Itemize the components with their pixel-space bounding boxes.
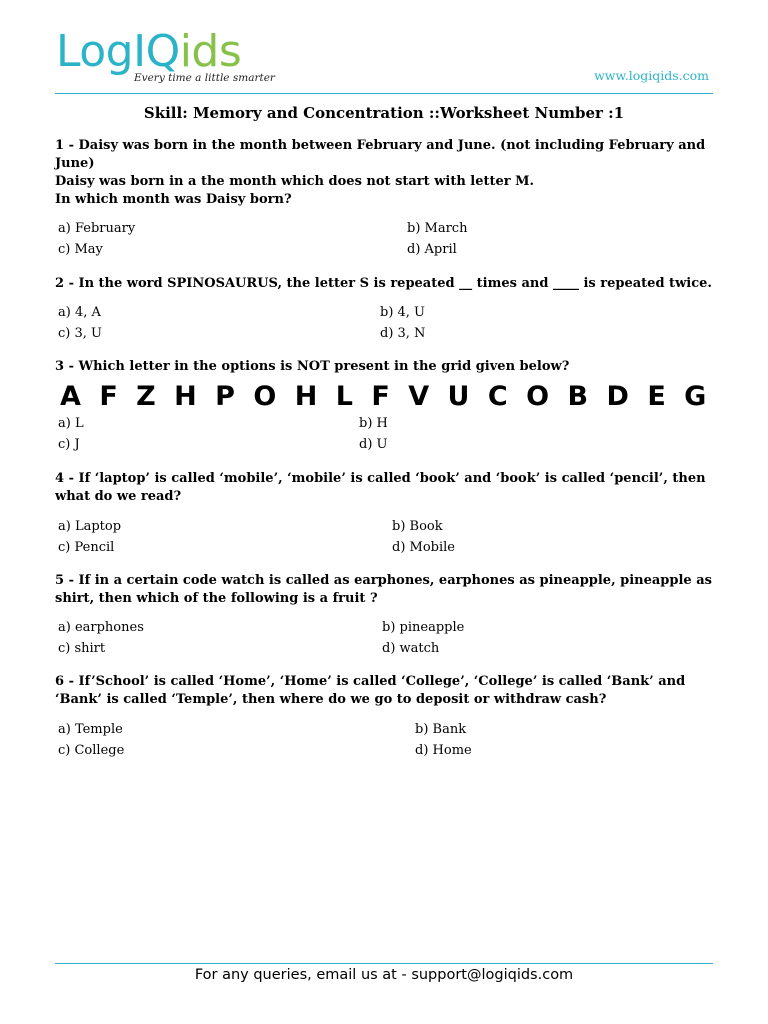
grid-letter: E xyxy=(647,381,669,412)
question-text: 2 - In the word SPINOSAURUS, the letter S is repeated __ times and ____ is repeated twice. xyxy=(55,276,712,291)
question-text: 4 - If ‘laptop’ is called ‘mobile’, ‘mobile’ is called ‘book’ and ‘book’ is called ‘pencil’, then xyxy=(55,471,706,486)
question-text: shirt, then which of the following is a fruit ? xyxy=(55,591,378,606)
question-text: 1 - Daisy was born in the month between February and June. (not including February and xyxy=(55,138,706,153)
question-2-options xyxy=(58,302,728,344)
logiqids-logo xyxy=(56,26,296,90)
grid-letter: O xyxy=(526,381,553,412)
question-4 xyxy=(55,470,713,506)
option-d: d) U xyxy=(359,437,388,452)
option-a: a) 4, A xyxy=(58,305,101,320)
logo-wordmark: LogIQids xyxy=(56,26,242,77)
question-text: 6 - If’School’ is called ‘Home’, ‘Home’ is called ‘College’, ‘College’ is called ‘Bank’ and xyxy=(55,674,686,689)
grid-letter: U xyxy=(447,381,473,412)
letter-grid xyxy=(60,381,712,412)
grid-letter: F xyxy=(371,381,393,412)
question-6-options xyxy=(58,719,728,761)
option-c: c) May xyxy=(58,242,103,257)
option-a: a) February xyxy=(58,221,136,236)
option-d: d) 3, N xyxy=(380,326,426,341)
option-a: a) L xyxy=(58,416,84,431)
site-url-link[interactable]: www.logiqids.com xyxy=(594,68,709,83)
grid-letter: P xyxy=(215,381,238,412)
option-c: c) shirt xyxy=(58,641,106,656)
option-b: b) Book xyxy=(392,519,443,534)
logo-tagline: Every time a little smarter xyxy=(134,72,275,84)
option-a: a) earphones xyxy=(58,620,144,635)
option-b: b) Bank xyxy=(415,722,467,737)
grid-letter: H xyxy=(174,381,200,412)
grid-letter: B xyxy=(567,381,592,412)
option-b: b) H xyxy=(359,416,388,431)
option-c: c) J xyxy=(58,437,80,452)
question-text: what do we read? xyxy=(55,489,182,504)
question-text: Daisy was born in a the month which does not start with letter M. xyxy=(55,174,535,189)
grid-letter: G xyxy=(684,381,710,412)
question-text: In which month was Daisy born? xyxy=(55,192,292,207)
worksheet-title: Skill: Memory and Concentration ::Worksheet Number :1 xyxy=(143,104,625,122)
option-c: c) College xyxy=(58,743,125,758)
option-a: a) Temple xyxy=(58,722,123,737)
grid-letter: D xyxy=(606,381,632,412)
question-1 xyxy=(55,137,713,209)
footer-contact: For any queries, email us at - support@logiqids.com xyxy=(194,967,574,983)
option-b: b) March xyxy=(407,221,468,236)
question-6 xyxy=(55,673,713,709)
question-3-options xyxy=(58,413,728,455)
option-c: c) 3, U xyxy=(58,326,102,341)
option-b: b) pineapple xyxy=(382,620,465,635)
question-2 xyxy=(55,275,713,293)
option-d: d) Home xyxy=(415,743,472,758)
question-text: June) xyxy=(55,156,95,171)
option-b: b) 4, U xyxy=(380,305,426,320)
grid-letter: A xyxy=(60,381,84,412)
footer-divider xyxy=(55,963,713,964)
question-text: 5 - If in a certain code watch is called as earphones, earphones as pineapple, pineapple as xyxy=(55,573,712,588)
question-text: ‘Bank’ is called ‘Temple’, then where do we go to deposit or withdraw cash? xyxy=(55,692,607,707)
option-d: d) Mobile xyxy=(392,540,455,555)
option-d: d) watch xyxy=(382,641,440,656)
option-a: a) Laptop xyxy=(58,519,122,534)
header-divider xyxy=(55,93,713,94)
question-3 xyxy=(55,358,713,376)
grid-letter: L xyxy=(335,381,356,412)
grid-letter: O xyxy=(253,381,280,412)
question-5-options xyxy=(58,617,728,659)
grid-letter: V xyxy=(408,381,433,412)
question-text: 3 - Which letter in the options is NOT present in the grid given below? xyxy=(55,359,570,374)
question-1-options xyxy=(58,218,728,260)
grid-letter: H xyxy=(294,381,321,412)
question-4-options xyxy=(58,516,728,558)
grid-letter: C xyxy=(487,381,511,412)
grid-letter: Z xyxy=(136,381,159,412)
option-d: d) April xyxy=(407,242,457,257)
question-5 xyxy=(55,572,713,608)
grid-letter: F xyxy=(99,381,121,412)
option-c: c) Pencil xyxy=(58,540,115,555)
